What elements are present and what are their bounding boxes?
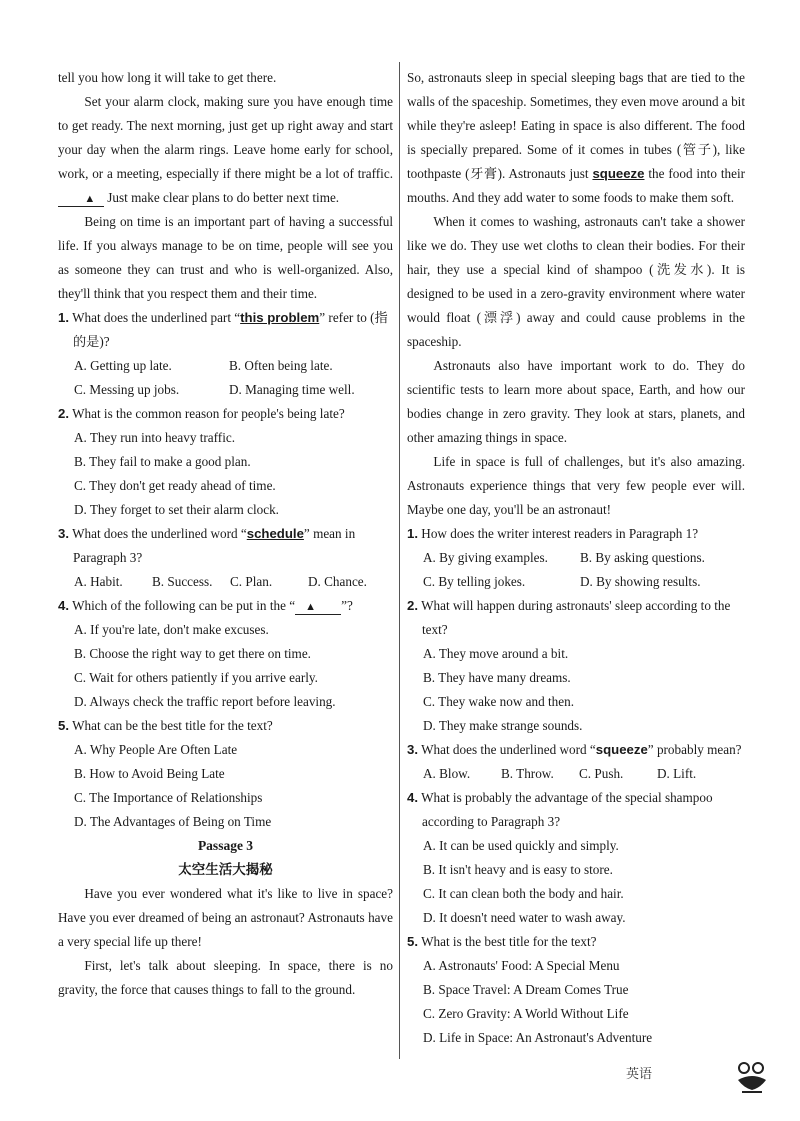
option: B. It isn't heavy and is easy to store. [423, 862, 613, 877]
option: A. Why People Are Often Late [74, 742, 238, 757]
question-1: 1. How does the writer interest readers in Paragraph 1? [407, 526, 699, 541]
question-5: 5. What is the best title for the text? [407, 934, 597, 949]
option: B. Often being late. [229, 358, 333, 373]
option: D. Managing time well. [229, 382, 355, 397]
option: D. Life in Space: An Astronaut's Adventure [423, 1030, 653, 1045]
option: D. Chance. [308, 574, 367, 589]
option: A. Getting up late. [74, 358, 172, 373]
question-4: 4. Which of the following can be put in the “ ▲ ”? [58, 598, 353, 613]
underlined-word: squeeze [592, 166, 645, 181]
question-1: 1. What does the underlined part “this problem” refer to (指的是)? [58, 310, 388, 349]
option: A. They run into heavy traffic. [74, 430, 236, 445]
option: C. Zero Gravity: A World Without Life [423, 1006, 629, 1021]
option: D. It doesn't need water to wash away. [423, 910, 626, 925]
options [407, 570, 745, 594]
option: C. Push. [579, 766, 624, 781]
option: B. How to Avoid Being Late [74, 766, 225, 781]
option: D. The Advantages of Being on Time [74, 814, 272, 829]
option: C. They wake now and then. [423, 694, 575, 709]
option: B. Success. [152, 574, 213, 589]
question-3: 3. What does the underlined word “squeeze” probably mean? [407, 742, 742, 757]
option: D. Lift. [657, 766, 697, 781]
paragraph: First, let's talk about sleeping. In space, there is no gravity, the force that causes things to fall to the ground. [58, 958, 393, 997]
option: B. Throw. [501, 766, 554, 781]
question-4: 4. What is probably the advantage of the special shampoo according to Paragraph 3? [407, 790, 713, 829]
passage-title: Passage 3 [197, 838, 254, 853]
answer-blank: ▲ [295, 600, 341, 615]
underlined-word: schedule [246, 526, 304, 541]
option: A. By giving examples. [423, 550, 548, 565]
question-5: 5. What can be the best title for the text? [58, 718, 273, 733]
underlined-phrase: this problem [240, 310, 320, 325]
options [58, 354, 393, 378]
paragraph: Being on time is an important part of having a successful life. If you always manage to be on time, people will see you as someone they can trust and who is well-organized. Also, they'll think that you respect them and their time. [58, 214, 393, 301]
option: A. Habit. [74, 574, 123, 589]
option: D. By showing results. [580, 574, 701, 589]
paragraph: Set your alarm clock, making sure you have enough time to get ready. The next morning, just get up right away and start your day when the alarm rings. Leave home early for school, work, or a meeting, especially if there might be a lot of traffic. ▲ Just make clear plans to do better next time. [58, 94, 393, 205]
option: C. By telling jokes. [423, 574, 526, 589]
question-2: 2. What will happen during astronauts' sleep according to the text? [407, 598, 731, 637]
option: B. Choose the right way to get there on time. [74, 646, 311, 661]
option: A. If you're late, don't make excuses. [74, 622, 269, 637]
answer-blank: ▲ [58, 192, 104, 207]
column-divider [399, 62, 400, 1059]
option: A. Blow. [423, 766, 471, 781]
quoted-word: squeeze [595, 742, 648, 757]
options [58, 378, 393, 402]
option: A. They move around a bit. [423, 646, 569, 661]
option: C. The Importance of Relationships [74, 790, 263, 805]
paragraph: tell you how long it will take to get there. [58, 70, 277, 85]
options [407, 762, 745, 786]
left-column [58, 66, 393, 1002]
question-3: 3. What does the underlined word “schedule” mean in Paragraph 3? [58, 526, 356, 565]
subject-label: 英语 [626, 1067, 653, 1082]
right-column [407, 66, 745, 1050]
option: C. Plan. [230, 574, 273, 589]
option: B. By asking questions. [580, 550, 705, 565]
option: D. Always check the traffic report before leaving. [74, 694, 336, 709]
option: D. They forget to set their alarm clock. [74, 502, 279, 517]
option: C. Wait for others patiently if you arrive early. [74, 670, 318, 685]
paragraph: So, astronauts sleep in special sleeping bags that are tied to the walls of the spaceship. Sometimes, they even move around a bit while they're asleep! Eating in space is also different. The food is specially prepared. Some of it comes in tubes (管子), like toothpaste (牙膏). Astronauts just squeeze the food into their mouths. And they add water to some foods to make them soft. [407, 70, 745, 205]
paragraph: When it comes to washing, astronauts can't take a shower like we do. They use wet cloths to clean their bodies. For their hair, they use a special kind of shampoo (洗发水). It is designed to be used in a zero-gravity environment where water would float (漂浮) away and could cause problems in the spaceship. [407, 214, 745, 349]
option: C. It can clean both the body and hair. [423, 886, 624, 901]
options [58, 570, 393, 594]
question-2: 2. What is the common reason for people's being late? [58, 406, 345, 421]
option: B. They fail to make a good plan. [74, 454, 251, 469]
paragraph: Have you ever wondered what it's like to live in space? Have you ever dreamed of being an astronaut? Astronauts have a very special life up there! [58, 886, 393, 949]
paragraph: Life in space is full of challenges, but it's also amazing. Astronauts experience things that very few people ever will. Maybe one day, you'll be an astronaut! [407, 454, 745, 517]
option: A. It can be used quickly and simply. [423, 838, 619, 853]
passage-chinese-title: 太空生活大揭秘 [178, 862, 273, 878]
publisher-logo-icon [732, 1058, 772, 1098]
option: B. They have many dreams. [423, 670, 571, 685]
options [407, 546, 745, 570]
paragraph: Astronauts also have important work to do. They do scientific tests to learn more about space, Earth, and how our bodies change in zero gravity. They look at stars, planets, and other amazing things in space. [407, 358, 745, 445]
page-footer [622, 1063, 652, 1082]
option: B. Space Travel: A Dream Comes True [423, 982, 629, 997]
option: C. Messing up jobs. [74, 382, 180, 397]
option: A. Astronauts' Food: A Special Menu [423, 958, 620, 973]
option: D. They make strange sounds. [423, 718, 583, 733]
option: C. They don't get ready ahead of time. [74, 478, 276, 493]
